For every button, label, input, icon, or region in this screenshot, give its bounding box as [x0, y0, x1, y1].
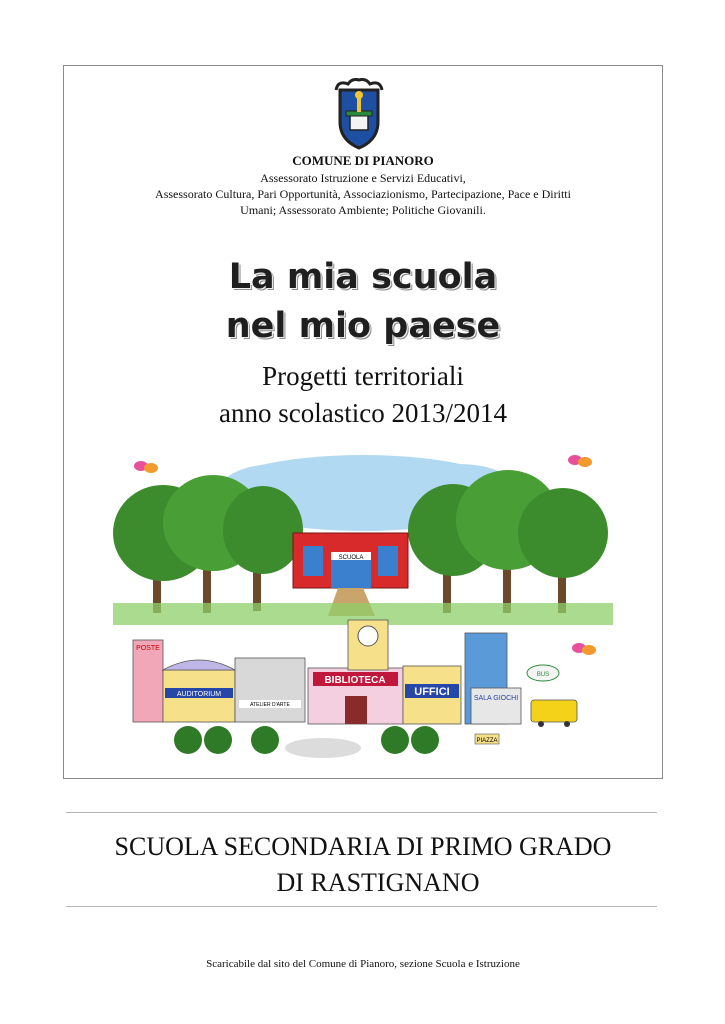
svg-text:BUS: BUS	[536, 672, 550, 678]
butterfly-icon	[568, 455, 592, 467]
svg-text:PIAZZA: PIAZZA	[476, 738, 498, 744]
fountain	[285, 738, 361, 758]
uffici-building	[403, 666, 461, 724]
uffici-sign: UFFICI	[414, 686, 450, 698]
subtitle-line-1: Progetti territoriali	[262, 361, 464, 391]
coat-of-arms-icon	[330, 78, 388, 150]
divider-top	[66, 812, 657, 813]
school-sign: SCUOLA	[338, 555, 364, 561]
biblioteca-sign: BIBLIOTECA	[324, 675, 386, 686]
sala-giochi-sign: SALA GIOCHI	[473, 695, 519, 702]
school-building	[293, 533, 408, 588]
butterfly-icon	[572, 643, 596, 655]
sala-giochi-building	[471, 688, 521, 724]
assessorato-line: Assessorato Cultura, Pari Opportunità, Associazionismo, Partecipazione, Pace e Diritti	[155, 187, 571, 201]
school-name-line-1: SCUOLA SECONDARIA DI PRIMO GRADO	[114, 832, 612, 861]
main-title-line-2: nel mio paese	[225, 306, 501, 346]
butterfly-icon	[134, 461, 158, 473]
school-name-line-2: DI RASTIGNANO	[276, 868, 480, 897]
atelier-sign: ATELIER D'ARTE	[250, 702, 290, 708]
divider-bottom	[66, 906, 657, 907]
tree-group-right	[408, 470, 608, 613]
assessorati-text	[63, 170, 663, 218]
main-title-line-1: La mia scuola	[228, 257, 498, 297]
poste-building	[133, 640, 163, 722]
bus-stop-sign	[527, 665, 559, 681]
subtitle-line-2: anno scolastico 2013/2014	[219, 398, 507, 428]
footer-note: Scaricabile dal sito del Comune di Pianoro, sezione Scuola e Istruzione	[206, 958, 520, 970]
biblioteca-building	[308, 668, 403, 724]
comune-name: COMUNE DI PIANORO	[292, 153, 434, 168]
auditorium-sign: AUDITORIUM	[176, 691, 222, 698]
assessorato-line: Assessorato Istruzione e Servizi Educativi,	[260, 171, 466, 185]
atelier-building	[235, 658, 305, 722]
assessorato-line: Umani; Assessorato Ambiente; Politiche Giovanili.	[240, 203, 486, 217]
clock-tower	[348, 620, 388, 670]
town-illustration	[113, 438, 613, 778]
piazza-sign	[475, 734, 499, 744]
poste-sign: POSTE	[136, 645, 160, 652]
auditorium-building	[163, 660, 235, 722]
tree-group-left	[113, 475, 303, 613]
school-bus	[531, 700, 577, 727]
